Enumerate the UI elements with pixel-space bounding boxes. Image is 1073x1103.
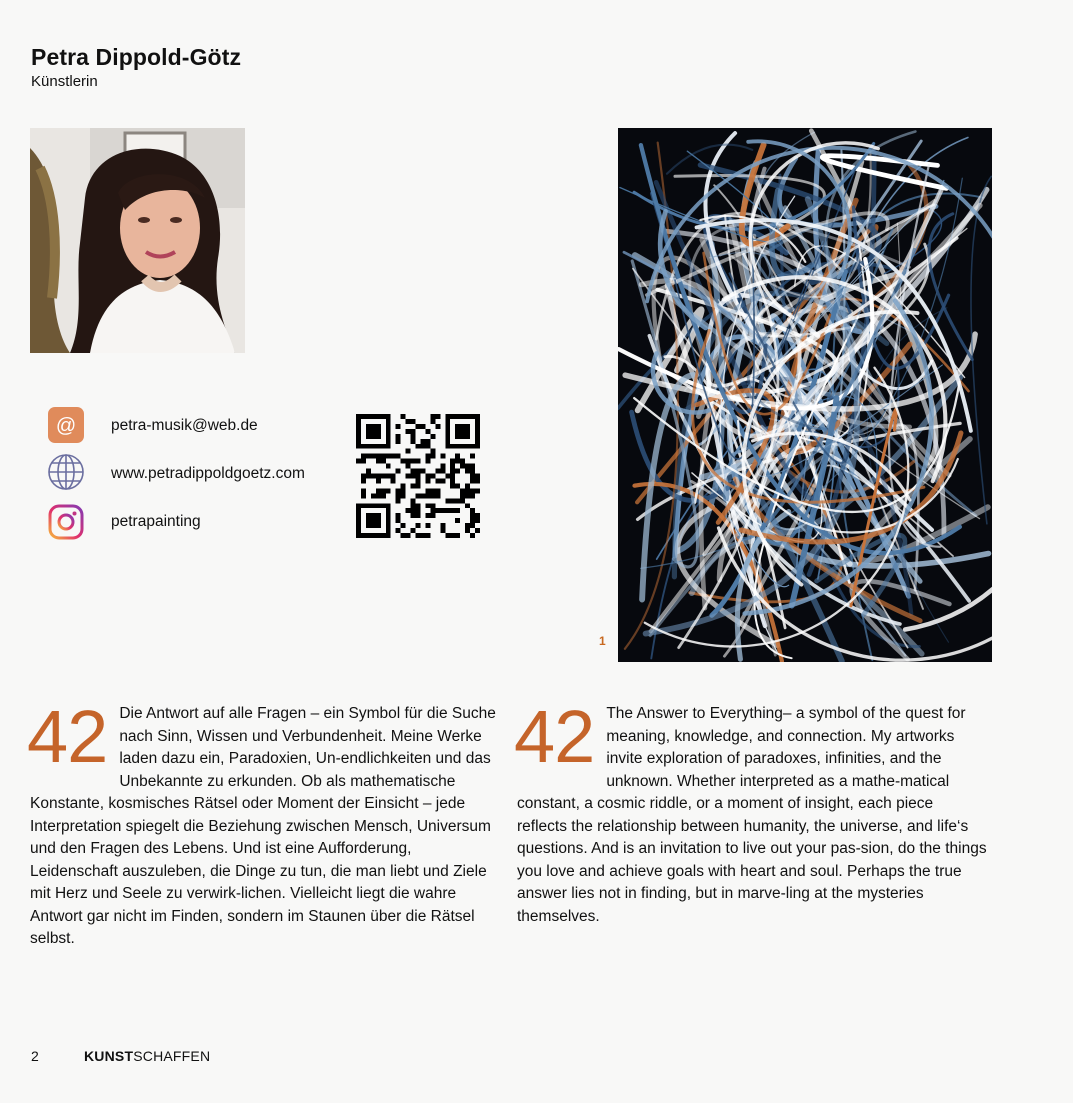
- instagram-icon: [47, 503, 85, 541]
- page-number: 2: [31, 1048, 39, 1064]
- artwork-image: [618, 128, 992, 662]
- magazine-brand: [84, 1048, 210, 1064]
- artist-name: Petra Dippold-Götz: [31, 44, 242, 70]
- english-body-text: The Answer to Everything– a symbol of the quest for meaning, knowledge, and connection. My artworks invite exploration of paradoxes, infinities, and the unknown. Whether interpreted as a mathe-matical constant, a cosmic riddle, or a moment of insight, each piece reflects the relationship between humanity, the universe, and life‘s questions. And is an invitation to live out your pas-sion, do the things you love and achieve goals with heart and soul. Perhaps the true answer lies not in finding, but in marve-ling at the mysteries themselves.: [517, 705, 987, 925]
- artist-portrait: [30, 128, 245, 353]
- figure-number: 1: [599, 634, 606, 648]
- instagram-handle[interactable]: petrapainting: [111, 513, 201, 530]
- website-link[interactable]: www.petradippoldgoetz.com: [111, 465, 305, 482]
- german-body-text: Die Antwort auf alle Fragen – ein Symbol für die Suche nach Sinn, Wissen und Verbundenheit. Meine Werke laden dazu ein, Paradoxien, Un-endlichkeiten und das Unbekannte zu erkunden. Ob als mathematische Konstante, kosmisches Rätsel oder Moment der Einsicht – jede Interpretation spiegelt die Beziehung zwischen Mensch, Universum und den Fragen des Lebens. Und ist eine Aufforderung, Leidenschaft auszuleben, die Dinge zu tun, die man liebt und Ziele mit Herz und Seele zu verwirk-lichen. Vielleicht liegt die wahre Antwort gar nicht im Finden, sondern im Staunen über die Rätsel selbst.: [30, 705, 496, 947]
- english-text-block: [514, 695, 987, 928]
- brand-bold: KUNST: [84, 1048, 134, 1064]
- brand-rest: SCHAFFEN: [133, 1048, 211, 1064]
- big-number-42-de: 42: [27, 695, 108, 778]
- email-address[interactable]: petra-musik@web.de: [111, 417, 258, 434]
- qr-code[interactable]: [356, 414, 480, 538]
- big-number-42-en: 42: [514, 695, 595, 778]
- globe-icon: [47, 453, 85, 491]
- email-icon: [47, 406, 85, 444]
- svg-text:@: @: [55, 415, 77, 437]
- artist-role: Künstlerin: [31, 73, 98, 90]
- german-text-block: [27, 695, 502, 951]
